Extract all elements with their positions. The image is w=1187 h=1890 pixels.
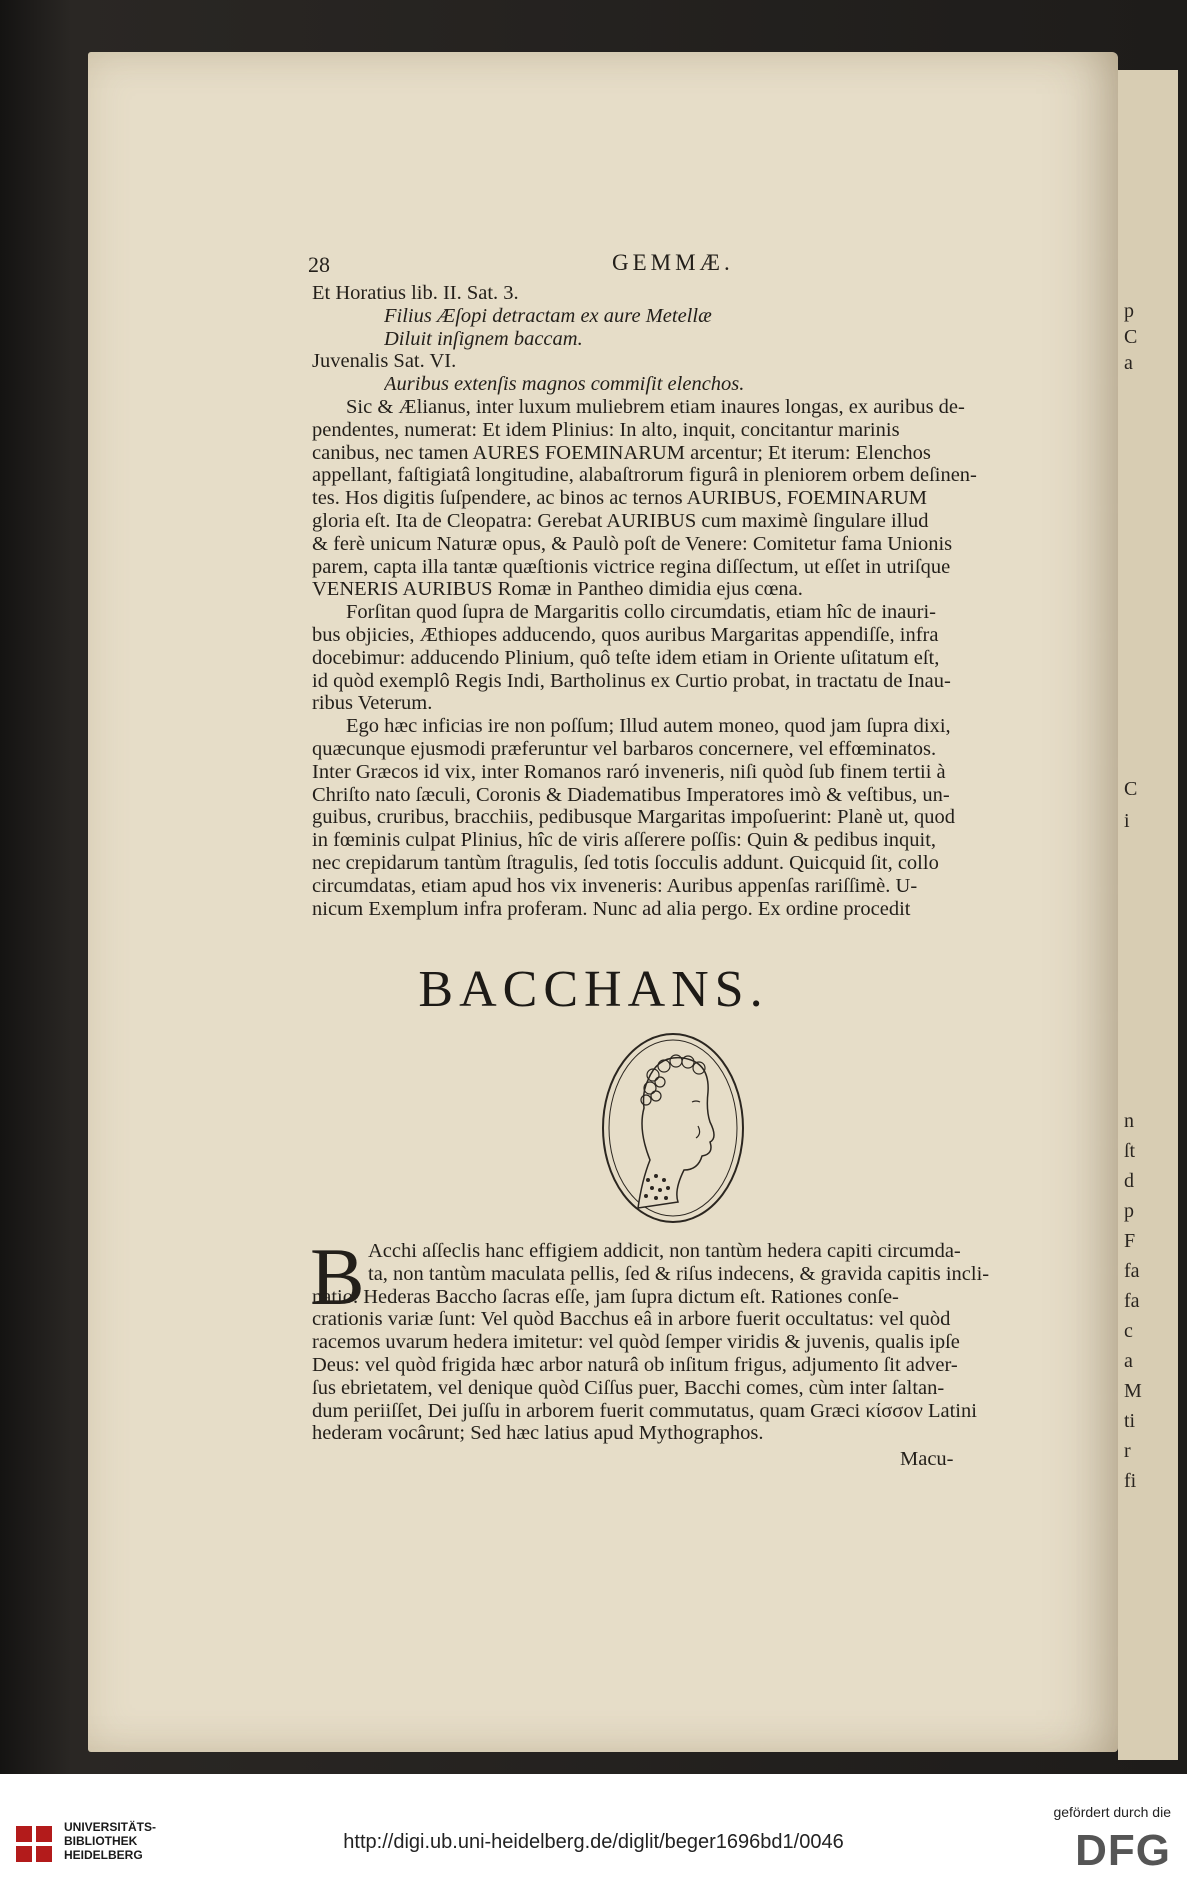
text-line: Forſitan quod ſupra de Margaritis collo circumdatis, etiam hîc de inauri- [346, 601, 936, 624]
text-line: dum periiſſet, Dei juſſu in arborem fuerit commutatus, quam Græci κίσσον Latini [312, 1399, 977, 1422]
text-line: parem, capta illa tantæ quæſtionis victrice regina diſſectum, ut eſſet in utriſque [312, 555, 951, 578]
text-line: pendentes, numerat: Et idem Plinius: In alto, inquit, concitantur marinis [312, 418, 900, 441]
section-heading: BACCHANS. [418, 961, 769, 1018]
text-line: in fœminis culpat Plinius, hîc de viris aſſerere poſſis: Quin & pedibus inquit, [312, 829, 937, 852]
text-line: VENERIS AURIBUS Romæ in Pantheo dimidia ejus cœna. [312, 578, 803, 601]
viewer-footer [0, 1774, 1187, 1890]
text-line: canibus, nec tamen AURES FOEMINARUM arcentur; Et iterum: Elenchos [312, 441, 931, 464]
text-line: hederam vocârunt; Sed hæc latius apud Mythographos. [312, 1422, 764, 1445]
text-line: nicum Exemplum infra proferam. Nunc ad alia pergo. Ex ordine procedit [312, 897, 911, 920]
text-line: gloria eſt. Ita de Cleopatra: Gerebat AURIBUS cum maximè ſingulare illud [312, 510, 929, 532]
text-line: & ferè unicum Naturæ opus, & Paulò poſt de Venere: Comitetur fama Unionis [312, 532, 953, 555]
permalink-url[interactable]: http://digi.ub.uni-heidelberg.de/diglit/beger1696bd1/0046 [343, 1831, 844, 1853]
bacchant-gem-engraving [598, 1030, 748, 1226]
text-line: Acchi aſſeclis hanc effigiem addicit, non tantùm hedera capiti circumda- [368, 1240, 961, 1262]
text-line: circumdatas, etiam apud hos vix inveneris: Auribus appenſas rariſſimè. U- [312, 874, 918, 897]
page-number: 28 [308, 252, 330, 277]
text-line: tes. Hos digitis ſuſpendere, ac binos ac ternos AURIBUS, FOEMINARUM [312, 487, 927, 510]
text-line: ribus Veterum. [312, 692, 433, 715]
text-line: Inter Græcos id vix, inter Romanos raró inveneris, niſi quòd ſub finem tertii à [312, 760, 946, 783]
institution-name: UNIVERSITÄTS- BIBLIOTHEK HEIDELBERG [64, 1820, 157, 1862]
text-line: Auribus extenſis magnos commiſit elenchos. [384, 373, 745, 396]
drop-cap: B [310, 1231, 365, 1322]
text-line: Chriſto nato ſæculi, Coronis & Diadematibus Imperatores imò & veſtibus, un- [312, 783, 950, 806]
text-line: Deus: vel quòd frigida hæc arbor naturâ ob inſitum frigus, adjumento ſit adver- [312, 1354, 958, 1376]
catchword: Macu- [900, 1448, 954, 1470]
text-line: Ego hæc inficias ire non poſſum; Illud autem moneo, quod jam ſupra dixi, [346, 715, 951, 738]
text-line: Sic & Ælianus, inter luxum muliebrem etiam inaures longas, ex auribus de- [346, 396, 965, 418]
text-line: nec crepidarum tantùm ſtragulis, ſed totis ſocculis addunt. Quicquid ſit, collo [312, 852, 939, 874]
running-title: GEMMÆ. [612, 250, 734, 275]
text-line: Juvenalis Sat. VI. [312, 350, 457, 373]
text-line: Et Horatius lib. II. Sat. 3. [312, 282, 519, 304]
facing-page-edge: p C a C i n ſt d p F fa fa c a M ti r fi [1118, 70, 1178, 1760]
funding-label: gefördert durch die [1053, 1804, 1171, 1820]
text-line: docebimur: adducendo Plinium, quô teſte idem etiam in Oriente uſitatum eſt, [312, 646, 940, 669]
text-line: quæcunque ejusmodi præferuntur vel barbaros concernere, vel effœminatos. [312, 738, 937, 760]
text-line: ſus ebrietatem, vel denique quòd Ciſſus puer, Bacchi comes, cùm inter ſaltan- [312, 1376, 945, 1399]
text-line: Diluit inſignem baccam. [384, 327, 583, 350]
text-line: bus objicies, Æthiopes adducendo, quos auribus Margaritas appendiſſe, infra [312, 624, 939, 646]
text-line: guibus, cruribus, bracchiis, pedibusque Margaritas impoſuerint: Planè ut, quod [312, 806, 955, 829]
text-line: appellant, faſtigiatâ longitudine, alabaſtrorum figurâ in pleniorem orbem deſinen- [312, 464, 977, 487]
text-line: id quòd exemplô Regis Indi, Bartholinus ex Curtio probat, in tractatu de Inau- [312, 669, 951, 692]
text-line: Filius Æſopi detractam ex aure Metellæ [384, 304, 712, 327]
dfg-logo: DFG [1075, 1826, 1171, 1875]
text-line: racemos uvarum hedera imitetur: vel quòd ſemper viridis & juvenis, qualis ipſe [312, 1331, 960, 1354]
text-line: ta, non tantùm maculata pellis, ſed & riſus indecens, & gravida capitis incli- [368, 1262, 990, 1285]
text-line: crationis variæ ſunt: Vel quòd Bacchus eâ in arbore fuerit occultatus: vel quòd [312, 1308, 951, 1331]
text-line: natio. Hederas Baccho ſacras eſſe, jam ſupra dictum eſt. Rationes conſe- [312, 1285, 899, 1308]
